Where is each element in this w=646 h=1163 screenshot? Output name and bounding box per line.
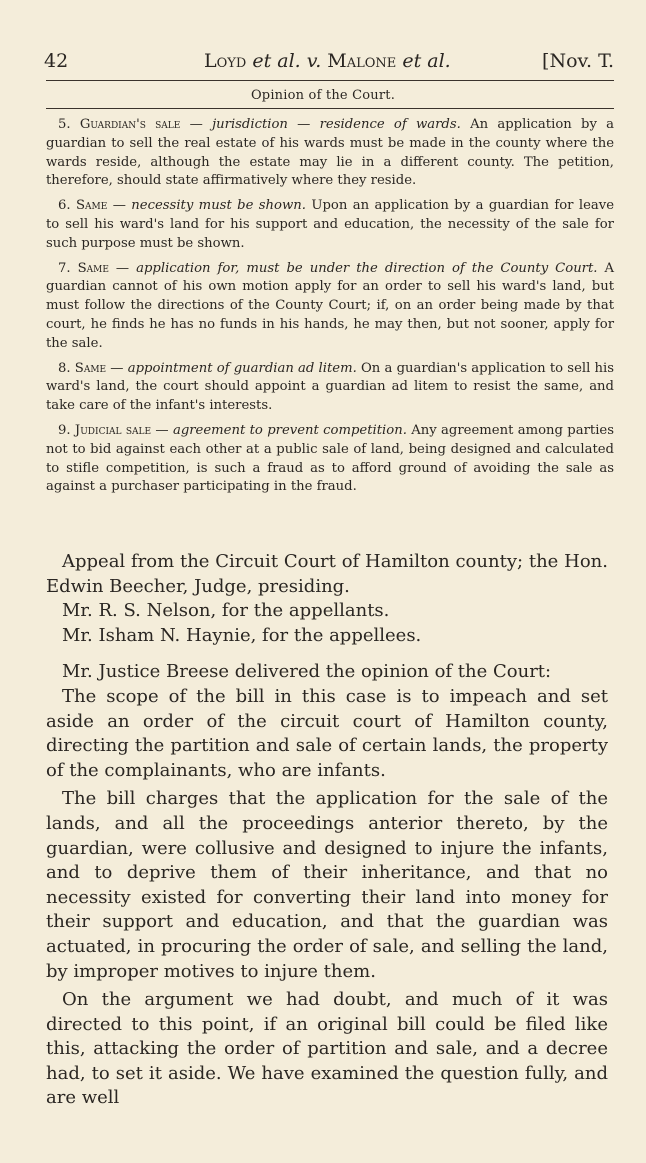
running-header: [44, 50, 614, 78]
term-date: [Nov. T.: [542, 50, 614, 72]
headnote: 9. Judicial sale — agreement to prevent competition. Any agreement among parties not to bid against each other at a public sale of land, being designed and calculated to stifle competition, is such a fraud as to afford ground of avoiding the sale as against a purchaser participating in the fraud.: [46, 422, 615, 495]
header-rule: [46, 80, 614, 81]
opinion-intro: Mr. Justice Breese delivered the opinion of the Court:: [62, 661, 552, 683]
headnotes: [46, 116, 614, 503]
headnote: 5. Guardian's sale — jurisdiction — residence of wards. An application by a guardian to sell the real estate of his wards must be made in the county where the wards reside, although the estate may lie in a different county. The petition, therefore, should state affirmatively where they reside.: [46, 117, 615, 189]
subheading-rule: [46, 108, 614, 109]
opinion-paragraph: The bill charges that the application for the sale of the lands, and all the proceedings anterior thereto, by the guardian, were collusive and designed to injure the infants, and to deprive them of their inheritance, and that no necessity existed for converting their land into money for their support and education, and that the guardian was actuated, in procuring the order of sale, and selling the land, by improper motives to injure them.: [46, 788, 608, 982]
opinion-paragraph: The scope of the bill in this case is to impeach and set aside an order of the circuit court of Hamilton county, directing the partition and sale of certain lands, the property of the complainants, who are infants.: [46, 685, 608, 781]
title-connector: et al. v.: [246, 50, 328, 72]
title-suffix: et al.: [396, 50, 451, 72]
headnote: 8. Same — appointment of guardian ad litem. On a guardian's application to sell his ward's land, the court should appoint a guardian ad litem to resist the same, and take care of the infant's interests.: [46, 360, 614, 414]
appellant-counsel: Mr. R. S. Nelson, for the appellants.: [62, 600, 390, 622]
headnote: 6. Same — necessity must be shown. Upon an application by a guardian for leave to sell his ward's land for his support and education, the necessity of the sale for such purpose must be shown.: [46, 198, 614, 251]
appellee-counsel: Mr. Isham N. Haynie, for the appellees.: [62, 624, 422, 646]
appeal-statement: Appeal from the Circuit Court of Hamilton county; the Hon. Edwin Beecher, Judge, presiding.: [46, 551, 608, 597]
plaintiff-name: Loyd: [204, 50, 247, 72]
headnote: 7. Same — application for, must be under the direction of the County Court. A guardian cannot of his own motion apply for an order to sell his ward's land, but must follow the directions of the County Court; if, on an order being made by that court, he finds he has no funds in his hands, he may then, but not sooner, apply for the sale.: [46, 260, 615, 351]
defendant-name: Malone: [327, 50, 397, 72]
case-title: [204, 50, 451, 72]
opinion-paragraph: On the argument we had doubt, and much of it was directed to this point, if an original bill could be filed like this, attacking the order of partition and sale, and a decree had, to set it aside. We have examined the question fully, and are well: [46, 989, 608, 1109]
subheading: Opinion of the Court.: [250, 88, 396, 103]
page-number: 42: [44, 50, 69, 72]
opinion-body: [46, 550, 608, 1111]
